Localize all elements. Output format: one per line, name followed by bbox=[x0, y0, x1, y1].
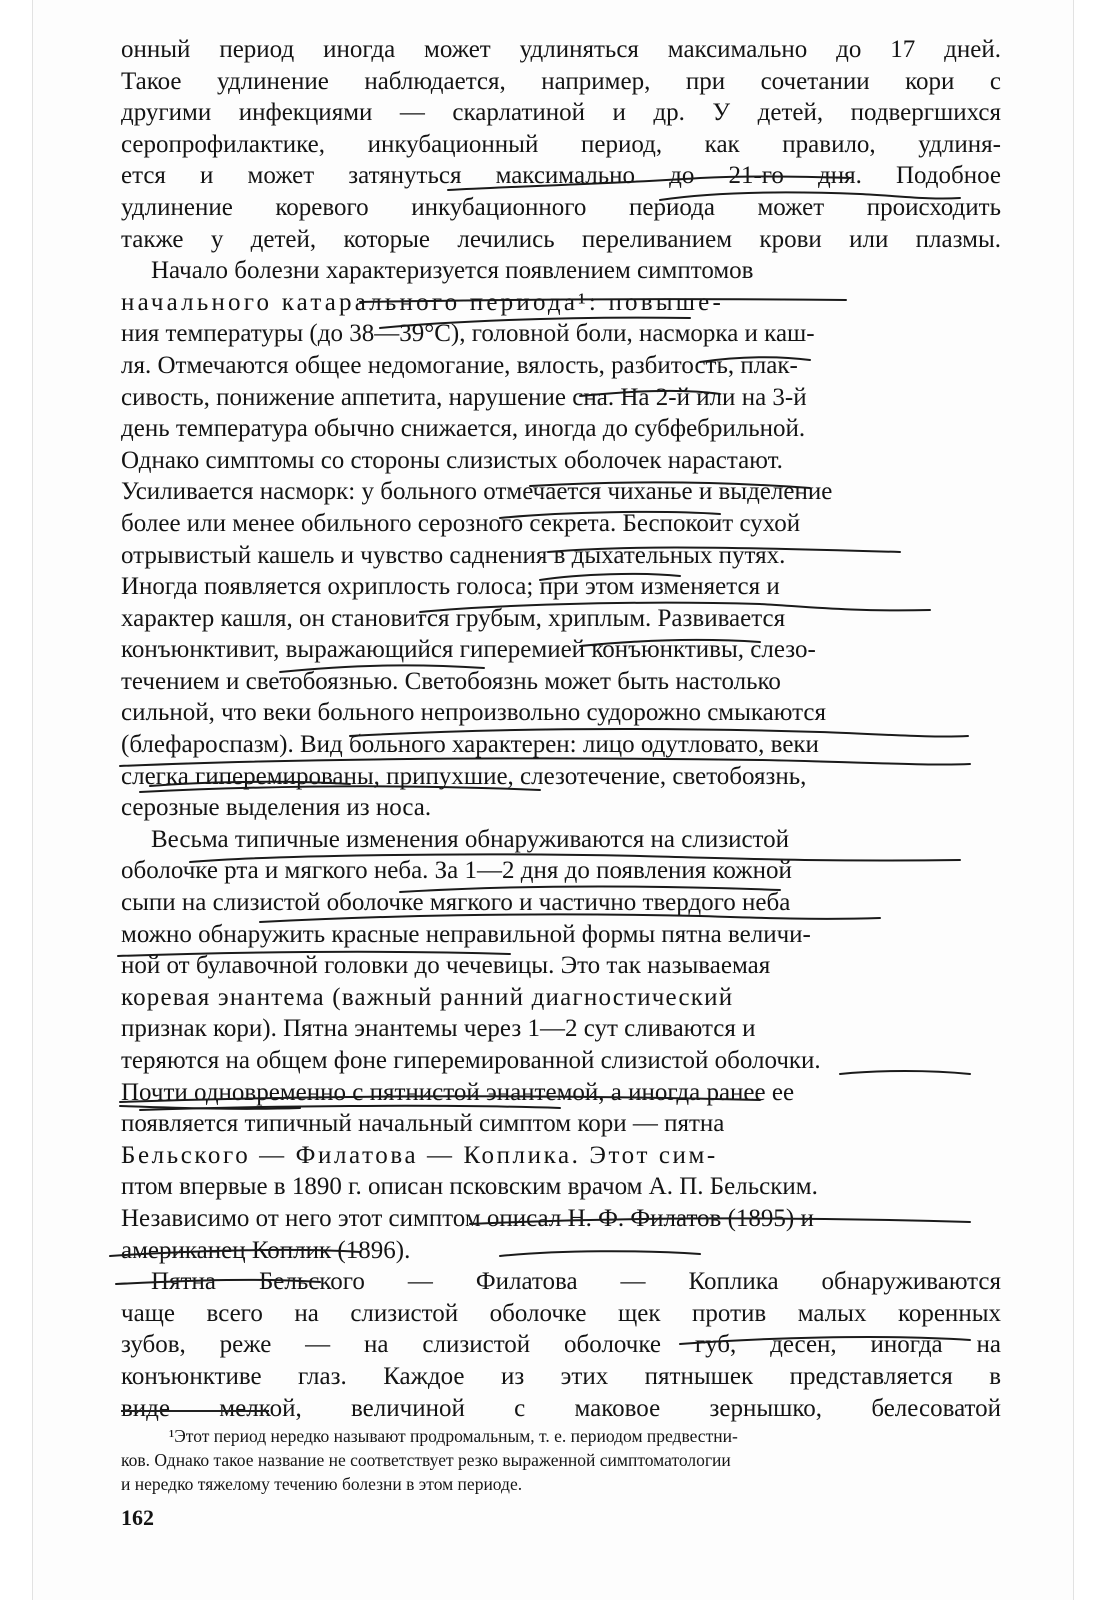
text-line: Весьма типичные изменения обнаруживаются на слизистой bbox=[151, 825, 790, 853]
text-line: сильной, что веки больного непроизвольно судорожно смыкаются bbox=[121, 699, 826, 727]
footnote-line: ков. Однако такое название не соответствует резко выраженной симптоматологии bbox=[121, 1450, 731, 1470]
text-line: удлинение коревого инкубационного периода может происходить bbox=[121, 193, 1001, 221]
page-number: 162 bbox=[121, 1505, 154, 1530]
text-line: отрывистый кашель и чувство саднения в дыхательных путях. bbox=[121, 541, 786, 569]
book-page bbox=[32, 0, 1074, 1600]
text-line: ния температуры (до 38—39°С), головной боли, насморка и каш- bbox=[121, 320, 815, 348]
text-line-last: американец Коплик (1896). bbox=[121, 1236, 411, 1264]
text-line: Усиливается насморк: у больного отмечается чиханье и выделение bbox=[121, 478, 833, 506]
text-line: Такое удлинение наблюдается, например, при сочетании кори с bbox=[121, 67, 1001, 95]
text-line: другими инфекциями — скарлатиной и др. У детей, подвергшихся bbox=[121, 99, 1001, 127]
text-line: серопрофилактике, инкубационный период, как правило, удлиня- bbox=[121, 130, 1001, 158]
text-line: ля. Отмечаются общее недомогание, вялость, разбитость, плак- bbox=[121, 351, 798, 379]
text-line-spaced: Бельского — Филатова — Коплика. Этот сим- bbox=[121, 1141, 718, 1169]
paragraph-enanthema bbox=[121, 824, 1001, 1266]
text-line: также у детей, которые лечились переливанием крови или плазмы. bbox=[121, 225, 1001, 253]
text-line: конъюнктивит, выражающийся гиперемией конъюнктивы, слезо- bbox=[121, 636, 816, 664]
paragraph-incubation bbox=[121, 34, 1001, 255]
text-line: Пятна Бельского — Филатова — Коплика обнаруживаются bbox=[151, 1268, 1001, 1296]
text-line: более или менее обильного серозного секрета. Беспокоит сухой bbox=[121, 509, 801, 537]
text-line: Однако симптомы со стороны слизистых оболочек нарастают. bbox=[121, 446, 783, 474]
footnote bbox=[121, 1424, 1001, 1496]
text-line: характер кашля, он становится грубым, хриплым. Развивается bbox=[121, 604, 786, 632]
text-line: Начало болезни характеризуется появлением симптомов bbox=[151, 257, 754, 285]
text-line: слегка гиперемированы, припухшие, слезотечение, светобоязнь, bbox=[121, 762, 807, 790]
text-line: ется и может затянуться максимально до 21-го дня. Подобное bbox=[121, 162, 1001, 190]
footnote-line: и нередко тяжелому течению болезни в этом периоде. bbox=[121, 1474, 523, 1494]
text-line: конъюнктиве глаз. Каждое из этих пятнышек представляется в bbox=[121, 1362, 1001, 1390]
body-text bbox=[121, 34, 1001, 1424]
text-line: сыпи на слизистой оболочке мягкого и частично твердого неба bbox=[121, 889, 791, 917]
text-line: появляется типичный начальный симптом кори — пятна bbox=[121, 1110, 725, 1138]
text-line: зубов, реже — на слизистой оболочке губ, десен, иногда на bbox=[121, 1331, 1001, 1359]
footnote-rule bbox=[121, 1410, 269, 1412]
text-line: теряются на общем фоне гиперемированной слизистой оболочки. bbox=[121, 1047, 821, 1074]
text-line-spaced: начального катарального периода¹: повыше- bbox=[121, 288, 724, 316]
text-line: Почти одновременно с пятнистой энантемой, а иногда ранее ее bbox=[121, 1078, 795, 1106]
text-line: течением и светобоязнью. Светобоязнь может быть настолько bbox=[121, 667, 781, 695]
text-line: можно обнаружить красные неправильной формы пятна величи- bbox=[121, 920, 811, 948]
text-line: птом впервые в 1890 г. описан псковским врачом А. П. Бельским. bbox=[121, 1173, 818, 1201]
text-line: виде мелкой, величиной с маковое зернышко, белесоватой bbox=[121, 1394, 1001, 1422]
text-line: онный период иногда может удлиняться максимально до 17 дней. bbox=[121, 36, 1001, 63]
text-line: день температура обычно снижается, иногда до субфебрильной. bbox=[121, 415, 806, 443]
footnote-line: ¹Этот период нередко называют продромальным, т. е. периодом предвестни- bbox=[169, 1426, 738, 1446]
text-line-last: серозные выделения из носа. bbox=[121, 794, 432, 822]
text-line: Иногда появляется охриплость голоса; при этом изменяется и bbox=[121, 573, 780, 601]
text-line: Независимо от него этот симптом описал Н. Ф. Филатов (1895) и bbox=[121, 1204, 814, 1232]
text-line-spaced: коревая энантема (важный ранний диагностический bbox=[121, 983, 734, 1011]
paragraph-catarrhal-period bbox=[121, 255, 1001, 824]
paragraph-koplik-spots bbox=[121, 1266, 1001, 1424]
text-line: признак кори). Пятна энантемы через 1—2 сут сливаются и bbox=[121, 1015, 756, 1043]
text-line: оболочке рта и мягкого неба. За 1—2 дня до появления кожной bbox=[121, 857, 792, 885]
text-line: чаще всего на слизистой оболочке щек против малых коренных bbox=[121, 1299, 1001, 1327]
text-line: ной от булавочной головки до чечевицы. Это так называемая bbox=[121, 952, 771, 980]
text-line: сивость, понижение аппетита, нарушение сна. На 2-й или на 3-й bbox=[121, 383, 807, 411]
text-line: (блефароспазм). Вид больного характерен: лицо одутловато, веки bbox=[121, 731, 819, 759]
